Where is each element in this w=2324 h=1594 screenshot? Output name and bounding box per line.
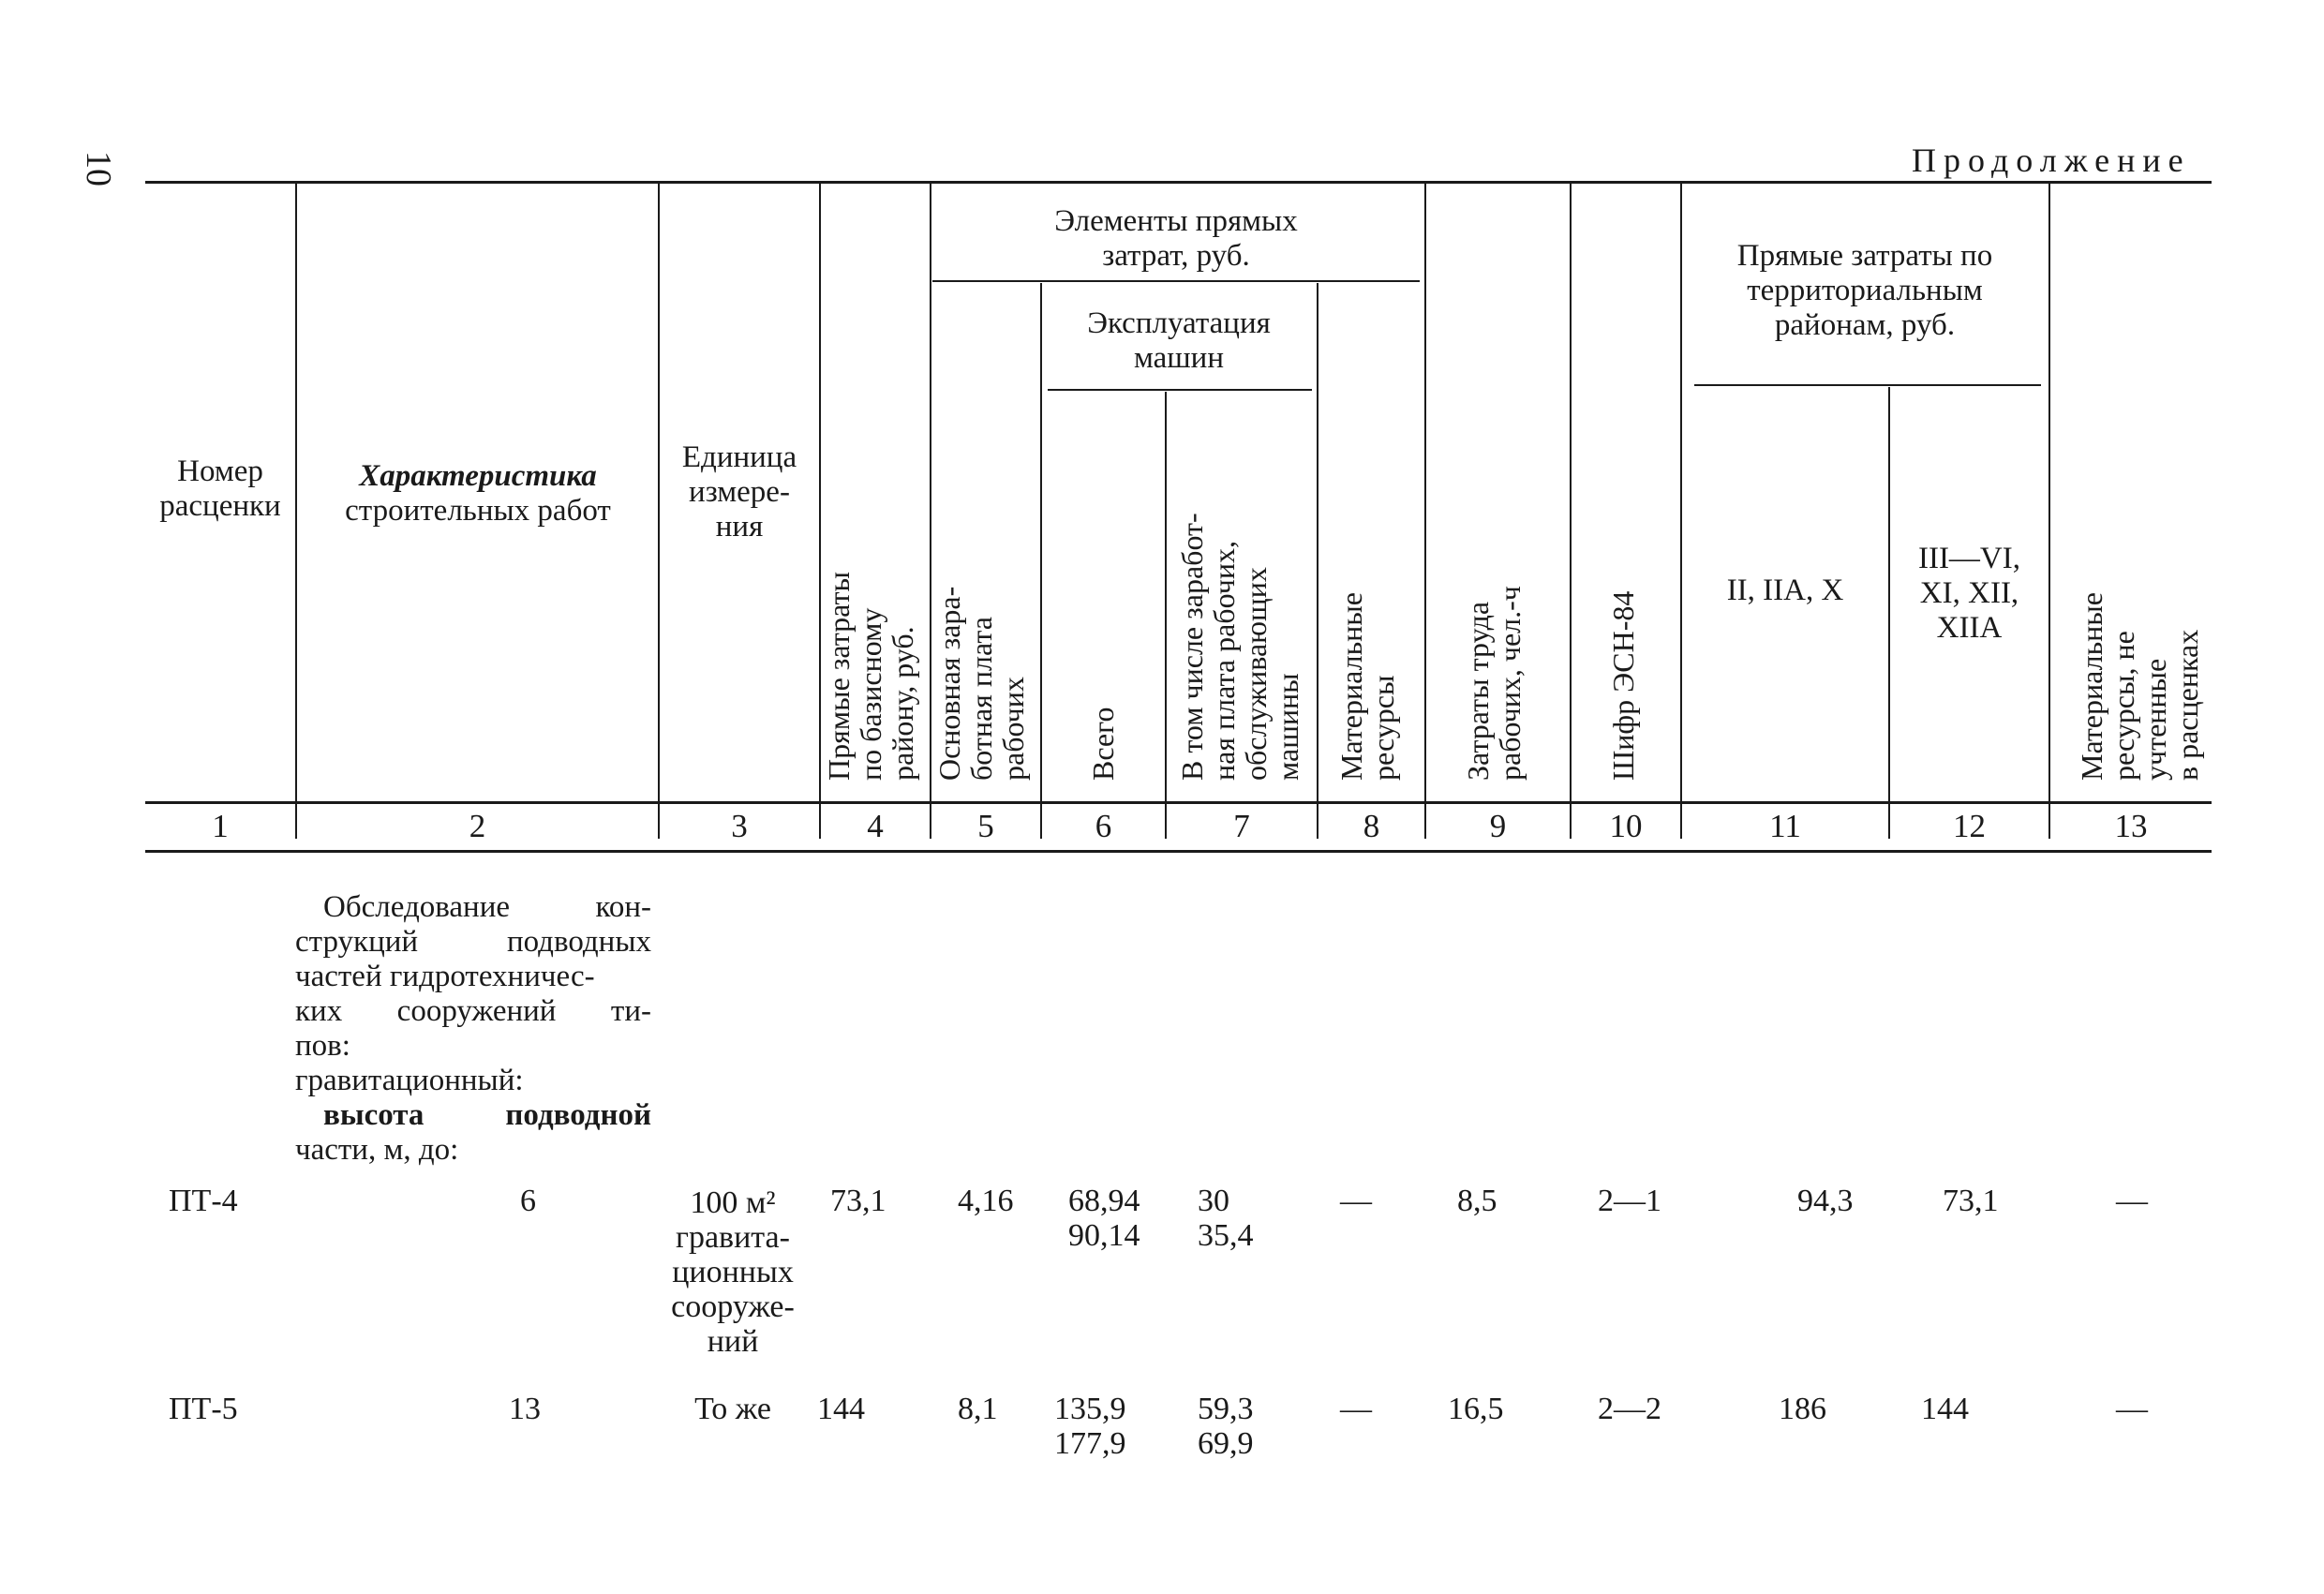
header-esn-code: Шифр ЭСН-84 [1606, 590, 1640, 781]
column-number: 13 [2114, 808, 2148, 844]
header-unaccounted-materials: Материальные ресурсы, не учтенные в расценках [2075, 591, 2204, 781]
machines-total-value: 135,9 177,9 [1054, 1392, 1126, 1461]
base-wage-value: 8,1 [958, 1392, 998, 1426]
col-divider [1165, 392, 1167, 839]
column-number: 8 [1363, 808, 1380, 844]
col-divider [2048, 183, 2050, 839]
unit-value: 100 м² гравита- ционных сооруже- ний [671, 1185, 795, 1359]
column-number: 3 [731, 808, 748, 844]
continuation-label: Продолжение [1912, 142, 2191, 179]
group-elements-rule [932, 280, 1420, 282]
machines-wage-value: 59,3 69,9 [1198, 1392, 1254, 1461]
column-number: 2 [469, 808, 486, 844]
header-machines-wage: В том числе заработ- ная плата рабочих, обслуживающих машины [1175, 513, 1304, 781]
header-bottom-rule [145, 801, 2212, 804]
region-2-value: 73,1 [1943, 1184, 1999, 1218]
base-wage-value: 4,16 [958, 1184, 1014, 1218]
page-number: 10 [79, 151, 118, 186]
header-group-machines: Эксплуатация машин [1087, 306, 1271, 375]
unit-value: То же [694, 1392, 771, 1426]
direct-cost-value: 144 [817, 1392, 865, 1426]
header-base-wage: Основная зара- ботная плата рабочих [932, 586, 1030, 781]
materials-value: — [1340, 1392, 1372, 1426]
esn-code-value: 2—1 [1598, 1184, 1661, 1218]
column-number: 7 [1233, 808, 1250, 844]
height-value: 6 [520, 1184, 536, 1218]
machines-total-value: 68,94 90,14 [1068, 1184, 1140, 1253]
region-1-value: 94,3 [1797, 1184, 1854, 1218]
header-group-elements: Элементы прямых затрат, руб. [1054, 204, 1298, 273]
column-number: 12 [1953, 808, 1986, 844]
table-top-rule [145, 181, 2212, 184]
region-1-value: 186 [1779, 1392, 1826, 1426]
machines-wage-value: 30 35,4 [1198, 1184, 1254, 1253]
header-unit: Единица измере- ния [681, 440, 797, 544]
column-number: 4 [867, 808, 884, 844]
header-machines-total: Всего [1086, 707, 1120, 781]
region-2-value: 144 [1921, 1392, 1969, 1426]
column-number: 1 [212, 808, 229, 844]
materials-value: — [1340, 1184, 1372, 1218]
numbers-bottom-rule [145, 850, 2212, 853]
direct-cost-value: 73,1 [830, 1184, 886, 1218]
col-divider [930, 183, 931, 839]
header-direct-costs: Прямые затраты по базисному району, руб. [822, 571, 919, 781]
header-work-characteristics: Характеристика строительных работ [345, 459, 611, 528]
col-divider [819, 183, 821, 839]
height-value: 13 [509, 1392, 541, 1426]
rate-code: ПТ-5 [169, 1392, 238, 1426]
header-regions-2: III—VI, XI, XII, XIIA [1917, 542, 2021, 645]
labor-value: 16,5 [1448, 1392, 1504, 1426]
column-number: 9 [1489, 808, 1507, 844]
col-divider [1424, 183, 1426, 839]
col-divider [1570, 183, 1572, 839]
header-regions-1: II, IIA, X [1726, 574, 1844, 607]
header-group-regions: Прямые затраты по территориальным районам, руб. [1736, 239, 1993, 342]
column-number: 6 [1095, 808, 1112, 844]
labor-value: 8,5 [1457, 1184, 1497, 1218]
header-materials: Материальные ресурсы [1334, 591, 1400, 781]
col-divider [1317, 283, 1318, 839]
group-regions-rule [1694, 384, 2041, 386]
unaccounted-value: — [2116, 1392, 2148, 1426]
rate-code: ПТ-4 [169, 1184, 238, 1218]
col-divider [295, 183, 297, 839]
unaccounted-value: — [2116, 1184, 2148, 1218]
column-number: 5 [977, 808, 994, 844]
esn-code-value: 2—2 [1598, 1392, 1661, 1426]
work-description: Обследование кон- струкций подводных частей гидротехничес- ких сооружений ти- пов: гравитационный: высота подводной части, м, до: [295, 890, 651, 1167]
column-number: 11 [1769, 808, 1801, 844]
header-rate-number: Номер расценки [159, 454, 281, 523]
column-number: 10 [1609, 808, 1643, 844]
header-labor: Затраты труда рабочих, чел.-ч [1461, 586, 1527, 781]
group-machines-rule [1048, 389, 1312, 391]
